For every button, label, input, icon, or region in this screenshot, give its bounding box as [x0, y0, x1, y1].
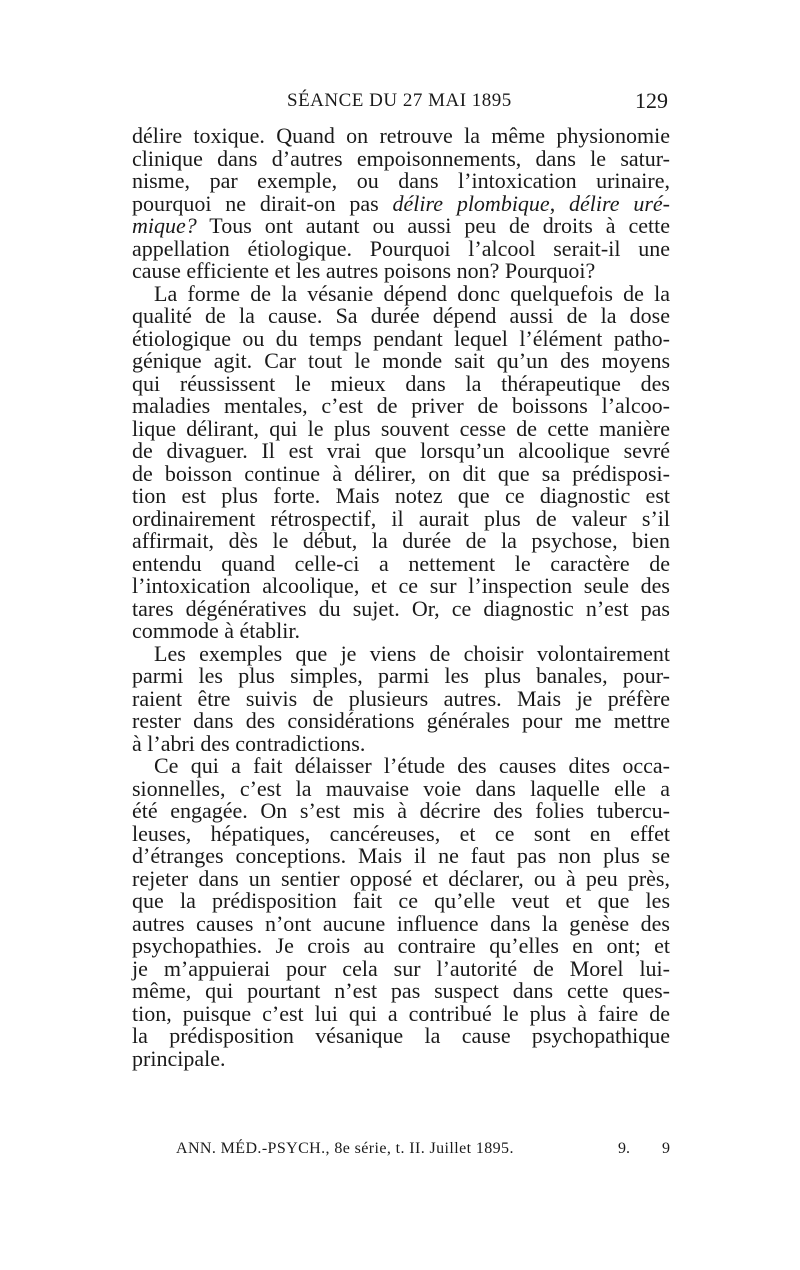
text-line: appellation étiologique. Pourquoi l’alcool serait-il une	[132, 235, 670, 261]
text-line: entendu quand celle-ci a nettement le caractère de	[132, 550, 670, 576]
italic-term: mique?	[132, 213, 197, 238]
text-line	[132, 190, 670, 216]
footer-journal-reference: ANN. MÉD.-PSYCH., 8e série, t. II. Juillet 1895.	[176, 1140, 514, 1157]
text-line: Ce qui a fait délaisser l’étude des causes dites occa-	[154, 753, 670, 778]
text-line: que la prédisposition fait ce qu’elle veut et que les	[132, 888, 670, 913]
text-line: la prédisposition vésanique la cause psychopathique	[132, 1023, 670, 1048]
text-line: affirmait, dès le début, la durée de la psychose, bien	[132, 528, 670, 553]
page-footer	[132, 1140, 670, 1164]
footer-signature-mark: 9. 9	[618, 1140, 670, 1157]
text-segment: pourquoi ne dirait-on pas	[132, 190, 393, 216]
page-number: 129	[635, 88, 668, 113]
text-line: principale.	[132, 1045, 226, 1071]
text-line: qui réussissent le mieux dans la thérapeutique des	[132, 370, 670, 396]
text-line: été engagée. On s’est mis à décrire des folies tubercu-	[132, 798, 670, 823]
text-line: génique agit. Car tout le monde sait qu’un des moyens	[132, 348, 670, 373]
text-line	[132, 215, 670, 238]
italic-term: délire plombique	[392, 190, 550, 216]
text-line: nisme, par exemple, ou dans l’intoxication urinaire,	[132, 168, 670, 193]
running-head	[132, 88, 670, 118]
text-segment: Tous ont autant ou aussi peu de droits à cette	[196, 213, 670, 238]
text-line: sionnelles, c’est la mauvaise voie dans laquelle elle a	[132, 775, 670, 801]
text-line: d’étranges conceptions. Mais il ne faut pas non plus se	[132, 843, 670, 868]
text-line: délire toxique. Quand on retrouve la même physionomie	[132, 123, 670, 148]
text-line: je m’appuierai pour cela sur l’autorité de Morel lui-	[132, 955, 670, 981]
text-line: lique délirant, qui le plus souvent cesse de cette manière	[132, 415, 670, 441]
text-line: qualité de la cause. Sa durée dépend aussi de la dose	[132, 303, 670, 328]
text-line: cause efficiente et les autres poisons non? Pourquoi?	[132, 258, 596, 283]
text-line: de divaguer. Il est vrai que lorsqu’un alcoolique sevré	[132, 438, 670, 463]
text-line: leuses, hépatiques, cancéreuses, et ce sont en effet	[132, 820, 670, 846]
italic-term: délire uré-	[569, 190, 670, 216]
text-line: La forme de la vésanie dépend donc quelquefois de la	[154, 280, 670, 306]
text-line: rejeter dans un sentier opposé et déclarer, ou à peu près,	[132, 865, 670, 891]
text-line: de boisson continue à délirer, on dit que sa prédisposi-	[132, 460, 670, 486]
body-text	[132, 125, 670, 1070]
text-line: ordinairement rétrospectif, il aurait plus de valeur s’il	[132, 505, 670, 531]
text-segment: ,	[549, 190, 570, 216]
text-line: clinique dans d’autres empoisonnements, dans le satur-	[132, 145, 670, 171]
text-line: l’intoxication alcoolique, et ce sur l’inspection seule des	[132, 573, 670, 598]
text-line: Les exemples que je viens de choisir volontairement	[154, 640, 670, 666]
text-line: maladies mentales, c’est de priver de boissons l’alcoo-	[132, 393, 670, 418]
text-line: étiologique ou du temps pendant lequel l’élément patho-	[132, 325, 670, 351]
text-line: à l’abri des contradictions.	[132, 730, 366, 756]
text-line: commode à établir.	[132, 618, 300, 643]
text-line: tares dégénératives du sujet. Or, ce diagnostic n’est pas	[132, 595, 670, 621]
running-title: SÉANCE DU 27 MAI 1895	[287, 90, 512, 111]
text-line: autres causes n’ont aucune influence dans la genèse des	[132, 910, 670, 936]
document-page	[132, 0, 670, 1270]
text-line: parmi les plus simples, parmi les plus banales, pour-	[132, 663, 670, 688]
text-line: psychopathies. Je crois au contraire qu’elles en ont; et	[132, 933, 670, 958]
text-line: raient être suivis de plusieurs autres. Mais je préfère	[132, 685, 670, 711]
text-line: tion, puisque c’est lui qui a contribué le plus à faire de	[132, 1000, 670, 1026]
text-line: rester dans des considérations générales pour me mettre	[132, 708, 670, 733]
text-line: même, qui pourtant n’est pas suspect dans cette ques-	[132, 978, 670, 1003]
text-line: tion est plus forte. Mais notez que ce diagnostic est	[132, 483, 670, 508]
